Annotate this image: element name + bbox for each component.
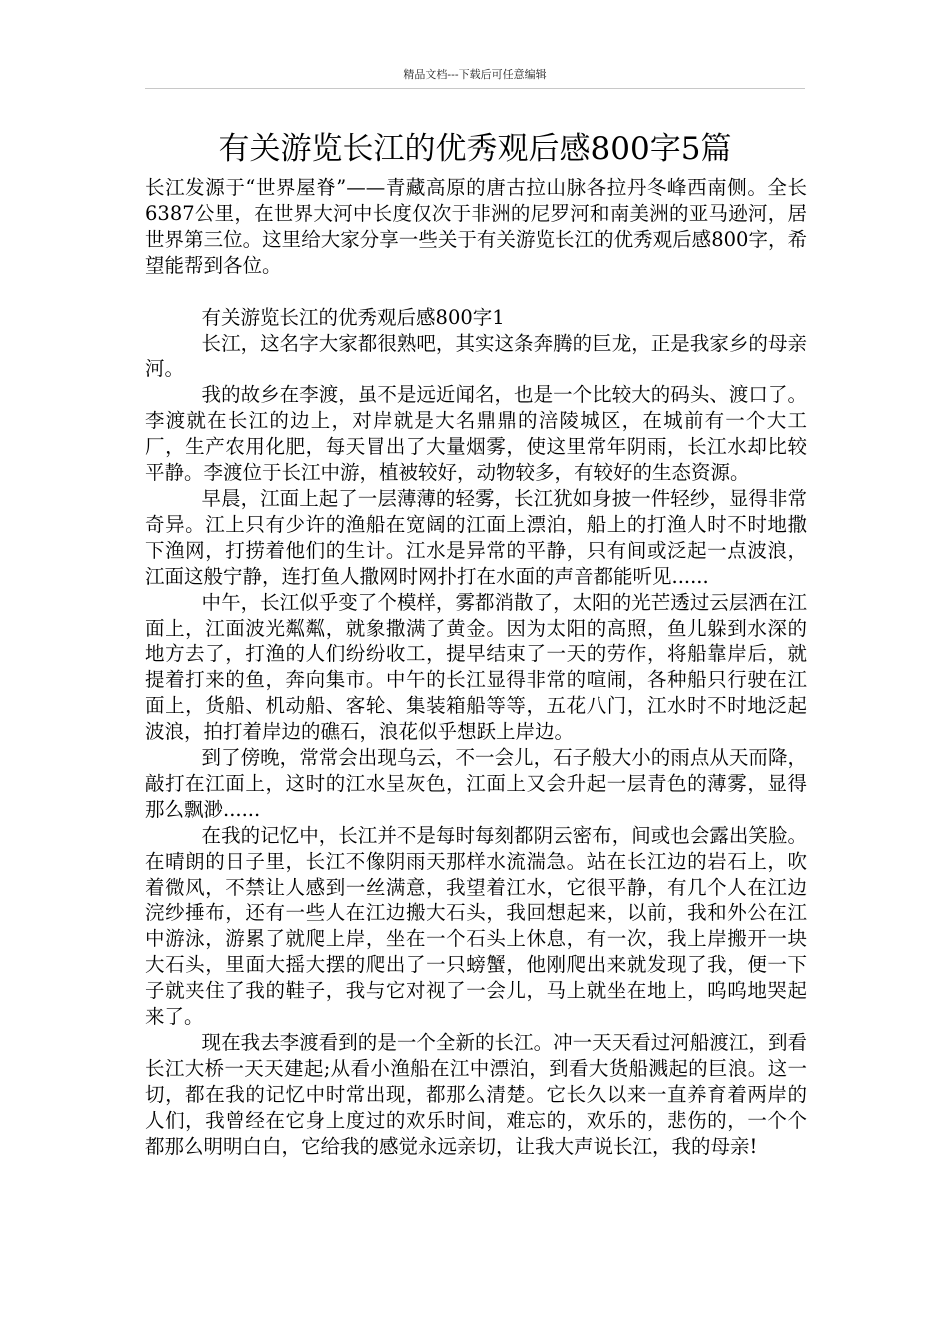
body-paragraph: 长江，这名字大家都很熟吧，其实这条奔腾的巨龙，正是我家乡的母亲河。: [145, 331, 807, 381]
header-divider: [145, 88, 805, 89]
body-paragraph: 在我的记忆中，长江并不是每时每刻都阴云密布，间或也会露出笑脸。在晴朗的日子里，长江不像阴雨天那样水流湍急。站在长江边的岩石上，吹着微风，不禁让人感到一丝满意，我望着江水，它很平静，有几个人在江边浣纱捶布，还有一些人在江边搬大石头，我回想起来，以前，我和外公在江中游泳，游累了就爬上岸，坐在一个石头上休息，有一次，我上岸搬开一块大石头，里面大摇大摆的爬出了一只螃蟹，他刚爬出来就发现了我，便一下子就夹住了我的鞋子，我与它对视了一会儿，马上就坐在地上，呜呜地哭起来了。: [145, 823, 807, 1029]
body-paragraph: 到了傍晚，常常会出现乌云，不一会儿，石子般大小的雨点从天而降，敲打在江面上，这时的江水呈灰色，江面上又会升起一层青色的薄雾，显得那么飘渺......: [145, 746, 807, 821]
page-header: 精品文档---下载后可任意编辑: [403, 68, 547, 81]
body-paragraph: 中午，长江似乎变了个模样，雾都消散了，太阳的光芒透过云层洒在江面上，江面波光粼粼，就象撒满了黄金。因为太阳的高照，鱼儿躲到水深的地方去了，打渔的人们纷纷收工，提早结束了一天的劳作，将船靠岸后，就提着打来的鱼，奔向集市。中午的长江显得非常的喧闹，各种船只行驶在江面上，货船、机动船、客轮、集装箱船等等，五花八门，江水时不时地泛起波浪，拍打着岸边的礁石，浪花似乎想跃上岸边。: [145, 590, 807, 744]
body-paragraph: 现在我去李渡看到的是一个全新的长江。冲一天天看过河船渡江，到看长江大桥一天天建起;从看小渔船在江中漂泊，到看大货船溅起的巨浪。这一切，都在我的记忆中时常出现，都那么清楚。它长久以来一直养育着两岸的人们，我曾经在它身上度过的欢乐时间，难忘的，欢乐的，悲伤的，一个个都那么明明白白，它给我的感觉永远亲切，让我大声说长江，我的母亲!: [145, 1031, 807, 1158]
body-paragraph: 我的故乡在李渡，虽不是远近闻名，也是一个比较大的码头、渡口了。李渡就在长江的边上，对岸就是大名鼎鼎的涪陵城区，在城前有一个大工厂，生产农用化肥，每天冒出了大量烟雾，使这里常年阴雨，长江水却比较平静。李渡位于长江中游，植被较好，动物较多，有较好的生态资源。: [145, 383, 807, 485]
document-title: 有关游览长江的优秀观后感800字5篇: [218, 131, 732, 167]
intro-paragraph: 长江发源于“世界屋脊”——青藏高原的唐古拉山脉各拉丹冬峰西南侧。全长6387公里，在世界大河中长度仅次于非洲的尼罗河和南美洲的亚马逊河，居世界第三位。这里给大家分享一些关于有关游览长江的优秀观后感800字，希望能帮到各位。: [145, 176, 807, 277]
body-paragraph: 早晨，江面上起了一层薄薄的轻雾，长江犹如身披一件轻纱，显得非常奇异。江上只有少许的渔船在宽阔的江面上漂泊，船上的打渔人时不时地撒下渔网，打捞着他们的生计。江水是异常的平静，只有间或泛起一点波浪，江面这般宁静，连打鱼人撒网时网扑打在水面的声音都能听见......: [145, 486, 807, 588]
section-heading: 有关游览长江的优秀观后感800字1: [201, 305, 505, 329]
section-spacer: [145, 279, 807, 305]
document-body: [145, 175, 807, 1160]
